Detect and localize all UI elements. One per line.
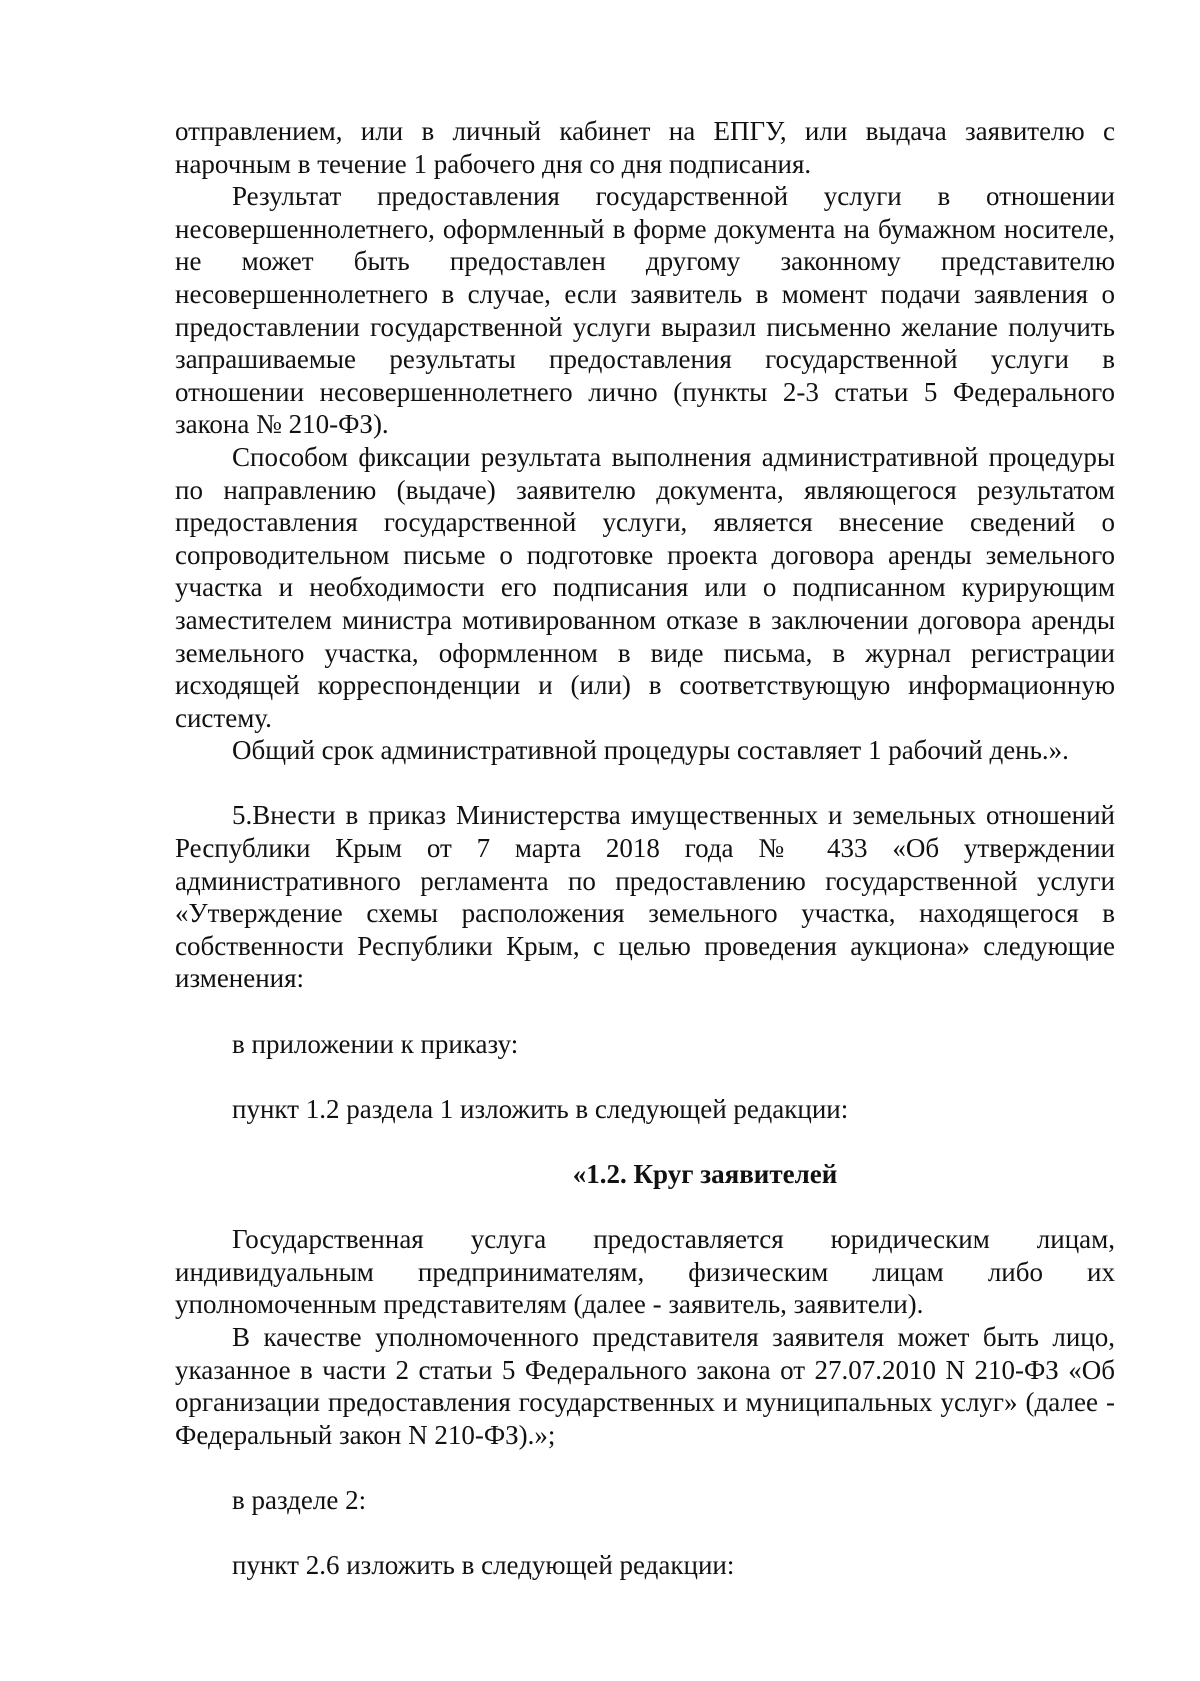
- paragraph-result-minor: Результат предоставления государственной услуги в отношении несовершеннолетнего, оформленный в форме документа на бумажном носителе, не может быть предоставлен другому законному представителю несовершеннолетнего в случае, если заявитель в момент подачи заявления о предоставлении государственной услуги выразил письменно желание получить запрашиваемые результаты предоставления государственной услуги в отношении несовершеннолетнего лично (пункты 2-3 статьи 5 Федерального закона № 210-ФЗ).: [175, 181, 1115, 440]
- paragraph-item-1-2-instruction: пункт 1.2 раздела 1 изложить в следующей редакции:: [232, 1093, 849, 1124]
- paragraph-appendix-note: в приложении к приказу:: [232, 1028, 519, 1059]
- paragraph-authorized-representative: В качестве уполномоченного представителя заявителя может быть лицо, указанное в части 2 статьи 5 Федерального закона от 27.07.2010 N 210-ФЗ «Об организации предоставления государственных и муниципальных услуг» (далее - Федеральный закон N 210-ФЗ).»;: [175, 1321, 1115, 1450]
- paragraph-item-5: 5.Внести в приказ Министерства имущественных и земельных отношений Республики Крым от 7 марта 2018 года № 433 «Об утверждении административного регламента по предоставлению государственной услуги «Утверждение схемы расположения земельного участка, находящегося в собственности Республики Крым, с целью проведения аукциона» следующие изменения:: [175, 800, 1115, 994]
- paragraph-section-2: в разделе 2:: [232, 1484, 367, 1515]
- paragraph-applicants-circle: Государственная услуга предоставляется юридическим лицам, индивидуальным предпринимателям, физическим лицам либо их уполномоченным представителям (далее - заявитель, заявители).: [175, 1224, 1115, 1320]
- section-heading-applicants: «1.2. Круг заявителей: [572, 1159, 838, 1189]
- paragraph-total-duration: Общий срок административной процедуры составляет 1 рабочий день.».: [232, 735, 1069, 766]
- paragraph-fixation-method: Способом фиксации результата выполнения административной процедуры по направлению (выдаче) заявителю документа, являющегося результатом предоставления государственной услуги, является внесение сведений о сопроводительном письме о подготовке проекта договора аренды земельного участка и необходимости его подписания или о подписанном курирующим заместителем министра мотивированном отказе в заключении договора аренды земельного участка, оформленном в виде письма, в журнал регистрации исходящей корреспонденции и (или) в соответствующую информационную систему.: [175, 441, 1115, 733]
- paragraph-item-2-6-instruction: пункт 2.6 изложить в следующей редакции:: [232, 1550, 735, 1581]
- paragraph-delivery-methods: отправлением, или в личный кабинет на ЕПГУ, или выдача заявителю с нарочным в течение 1 рабочего дня со дня подписания.: [175, 116, 1115, 179]
- document-page: [175, 115, 1115, 1582]
